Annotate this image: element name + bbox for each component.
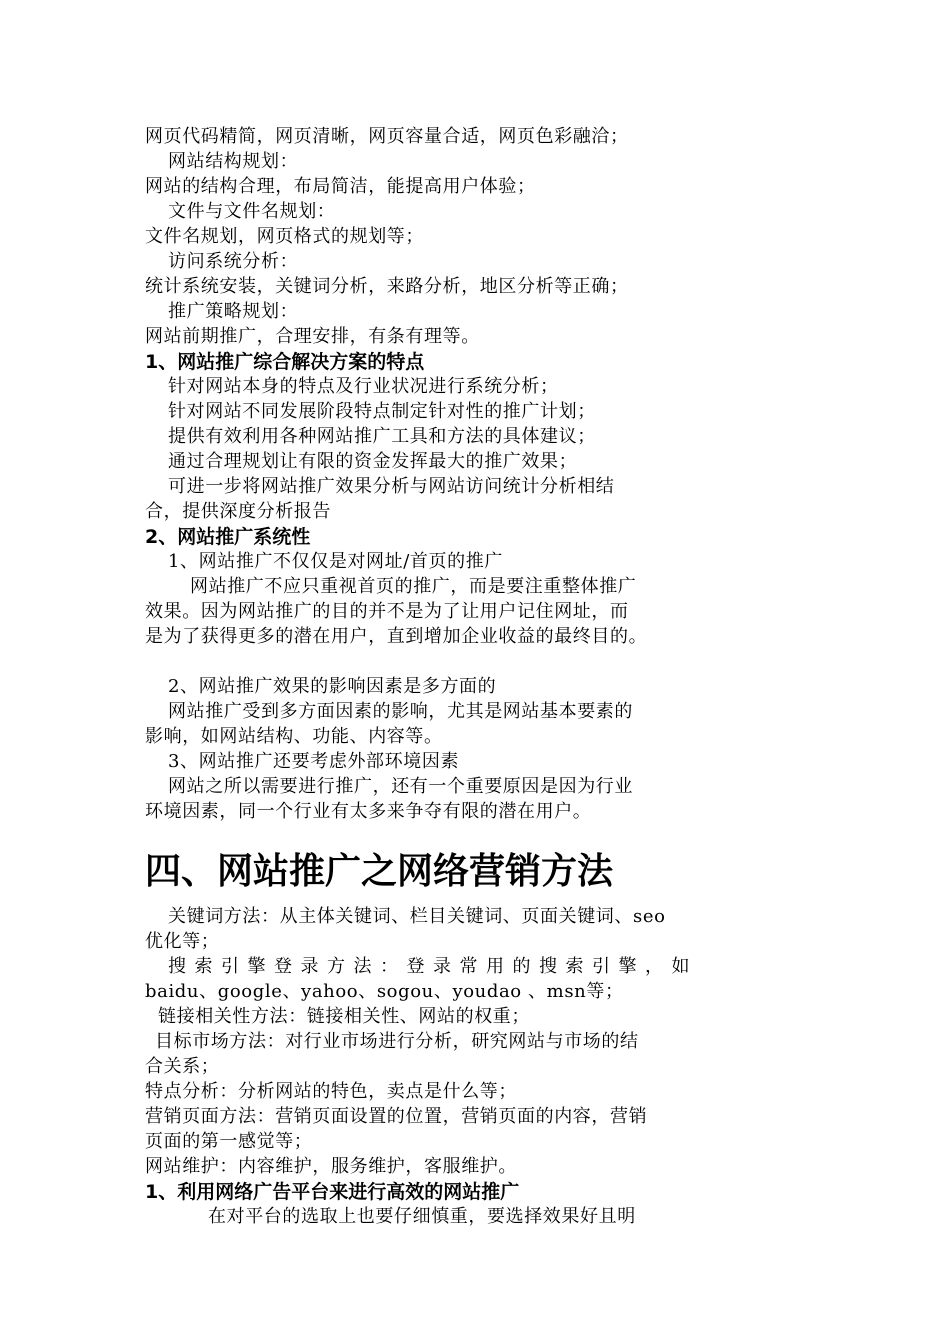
text-line: 3、网站推广还要考虑外部环境因素 (168, 751, 460, 772)
text-line: 针对网站本身的特点及行业状况进行系统分析； (168, 376, 559, 397)
section-heading: 1、利用网络广告平台来进行高效的网站推广 (145, 1181, 520, 1203)
text-line: 推广策略规划： (168, 301, 299, 322)
text-line: 目标市场方法：对行业市场进行分析，研究网站与市场的结 (155, 1031, 639, 1052)
text-line: 优化等； (145, 931, 220, 952)
text-line: 提供有效利用各种网站推广工具和方法的具体建议； (168, 426, 596, 447)
text-line: 统计系统安装，关键词分析，来路分析，地区分析等正确； (145, 276, 629, 297)
section-heading: 1、网站推广综合解决方案的特点 (145, 351, 425, 373)
text-line: 网站的结构合理，布局简洁，能提高用户体验； (145, 176, 536, 197)
text-line: 网站维护：内容维护，服务维护，客服维护。 (145, 1156, 517, 1177)
text-line: 影响，如网站结构、功能、内容等。 (145, 726, 443, 747)
text-line: 可进一步将网站推广效果分析与网站访问统计分析相结 (168, 476, 615, 497)
text-line: 页面的第一感觉等； (145, 1131, 313, 1152)
text-line: 网站推广不应只重视首页的推广，而是要注重整体推广 (190, 576, 637, 597)
text-line: 2、网站推广效果的影响因素是多方面的 (168, 676, 497, 697)
text-line: 网站前期推广，合理安排，有条有理等。 (145, 326, 480, 347)
text-line: 营销页面方法：营销页面设置的位置，营销页面的内容，营销 (145, 1106, 648, 1127)
text-line: 在对平台的选取上也要仔细慎重，要选择效果好且明 (208, 1206, 636, 1227)
text-line: 是为了获得更多的潜在用户，直到增加企业收益的最终目的。 (145, 626, 648, 647)
text-line: 通过合理规划让有限的资金发挥最大的推广效果； (168, 451, 578, 472)
text-line: 网站之所以需要进行推广，还有一个重要原因是因为行业 (168, 776, 633, 797)
text-line: 网站结构规划： (168, 151, 299, 172)
text-line: 文件名规划，网页格式的规划等； (145, 226, 424, 247)
text-line: 合，提供深度分析报告 (145, 501, 331, 522)
text-line: 关键词方法：从主体关键词、栏目关键词、页面关键词、seo (168, 906, 666, 927)
chapter-heading: 四、网站推广之网络营销方法 (145, 851, 614, 892)
text-line: baidu、google、yahoo、sogou、youdao 、msn等； (145, 981, 624, 1002)
text-line: 特点分析：分析网站的特色，卖点是什么等； (145, 1081, 517, 1102)
text-line: 搜索引擎登录方法：登录常用的搜索引擎，如 (168, 956, 698, 977)
text-line: 针对网站不同发展阶段特点制定针对性的推广计划； (168, 401, 596, 422)
text-line: 文件与文件名规划： (168, 201, 336, 222)
text-line: 合关系； (145, 1056, 220, 1077)
text-line: 网页代码精简，网页清晰，网页容量合适，网页色彩融洽； (145, 126, 629, 147)
text-line: 1、网站推广不仅仅是对网址/首页的推广 (168, 551, 503, 572)
text-line: 链接相关性方法：链接相关性、网站的权重； (158, 1006, 530, 1027)
text-line: 网站推广受到多方面因素的影响，尤其是网站基本要素的 (168, 701, 633, 722)
text-line: 访问系统分析： (168, 251, 299, 272)
text-line: 效果。因为网站推广的目的并不是为了让用户记住网址，而 (145, 601, 629, 622)
text-line: 环境因素，同一个行业有太多来争夺有限的潜在用户。 (145, 801, 592, 822)
section-heading: 2、网站推广系统性 (145, 526, 311, 548)
